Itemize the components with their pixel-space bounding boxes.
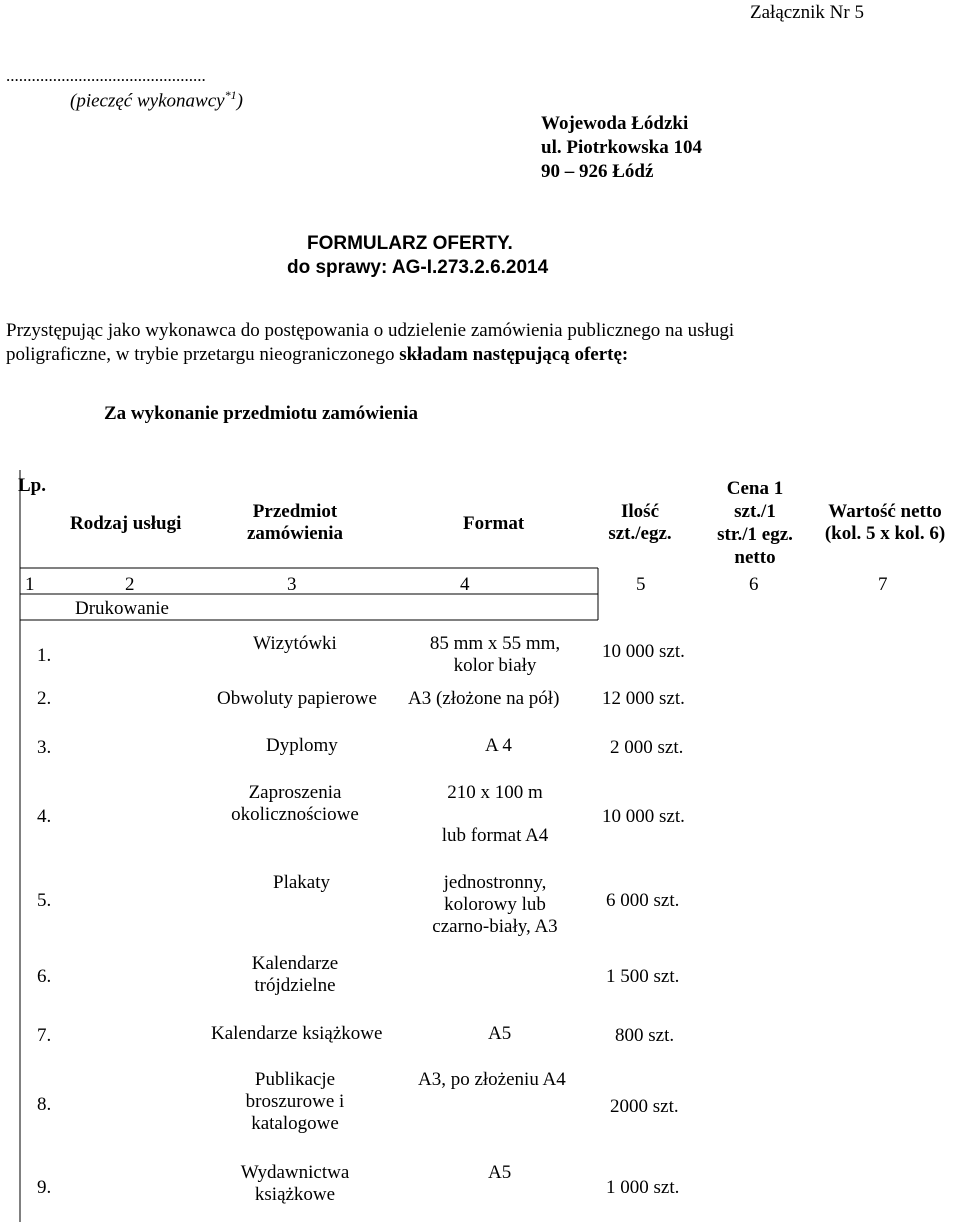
row-2-item: Obwoluty papierowe [217,688,377,709]
row-7-qty: 800 szt. [615,1025,675,1046]
row-5-qty: 6 000 szt. [606,890,680,911]
row-3-format: A 4 [485,735,512,756]
row-9-item: Wydawnictwa książkowe [240,1162,350,1205]
header-cena: Cena 1 szt./1 str./1 egz. netto [717,478,793,568]
row-8-format: A3, po złożeniu A4 [418,1069,566,1090]
row-7-format: A5 [488,1023,512,1044]
row-6-qty: 1 500 szt. [606,966,680,987]
row-3-item: Dyplomy [266,735,338,756]
header-przedmiot: Przedmiot zamówienia [246,501,344,544]
form-title: FORMULARZ OFERTY. [307,233,513,254]
col-number-3: 3 [287,574,297,595]
row-5-item: Plakaty [273,872,330,893]
intro-line-2: poligraficzne, w trybie przetargu nieograniczonego składam następującą ofertę: [6,344,629,365]
row-4-item: Zaproszenia okolicznościowe [231,782,359,825]
row-9-lp: 9. [37,1177,52,1198]
stamp-label: (pieczęć wykonawcy$^{*1}$) [70,88,243,112]
case-reference: do sprawy: AG-I.273.2.6.2014 [287,257,549,278]
row-1-qty: 10 000 szt. [602,641,685,662]
section-heading: Za wykonanie przedmiotu zamówienia [104,403,419,424]
row-2-lp: 2. [37,688,52,709]
row-7-lp: 7. [37,1025,52,1046]
col-number-7: 7 [878,574,888,595]
header-ilosc: Ilość szt./egz. [608,501,672,544]
header-wartosc: Wartość netto (kol. 5 x kol. 6) [824,501,946,544]
recipient-street: ul. Piotrkowska 104 [541,137,702,158]
row-8-lp: 8. [37,1094,52,1115]
col-number-2: 2 [125,574,135,595]
header-lp: Lp. [18,475,46,496]
row-5-format: jednostronny, kolorowy lub czarno-biały, A3 [432,872,558,937]
row-3-qty: 2 000 szt. [610,737,684,758]
col-number-1: 1 [25,574,35,595]
col-number-4: 4 [460,574,470,595]
intro-line-1: Przystępując jako wykonawca do postępowania o udzielenie zamówienia publicznego na usługi [6,320,735,341]
row-8-qty: 2000 szt. [610,1096,679,1117]
row-9-format: A5 [488,1162,512,1183]
annex-label: Załącznik Nr 5 [750,2,864,23]
row-1-format: 85 mm x 55 mm, kolor biały [429,633,561,676]
header-rodzaj-uslugi: Rodzaj usługi [70,513,182,534]
row-3-lp: 3. [37,737,52,758]
row-6-lp: 6. [37,966,52,987]
col-number-5: 5 [636,574,646,595]
row-1-lp: 1. [37,645,52,666]
row-8-item: Publikacje broszurowe i katalogowe [245,1069,345,1134]
stamp-dots: ............................................... [6,66,206,85]
col-number-6: 6 [749,574,759,595]
recipient-city: 90 – 926 Łódź [541,161,654,182]
row-7-item: Kalendarze książkowe [211,1023,383,1044]
row-4-format: 210 x 100 m lub format A4 [441,782,549,846]
row-6-item: Kalendarze trójdzielne [251,953,339,996]
row-9-qty: 1 000 szt. [606,1177,680,1198]
row-2-format: A3 (złożone na pół) [408,688,560,709]
row-4-lp: 4. [37,806,52,827]
row-1-item: Wizytówki [253,633,337,654]
row-5-lp: 5. [37,890,52,911]
recipient-name: Wojewoda Łódzki [541,113,689,134]
group-label: Drukowanie [75,598,169,619]
row-4-qty: 10 000 szt. [602,806,685,827]
header-format: Format [463,513,525,534]
row-2-qty: 12 000 szt. [602,688,685,709]
